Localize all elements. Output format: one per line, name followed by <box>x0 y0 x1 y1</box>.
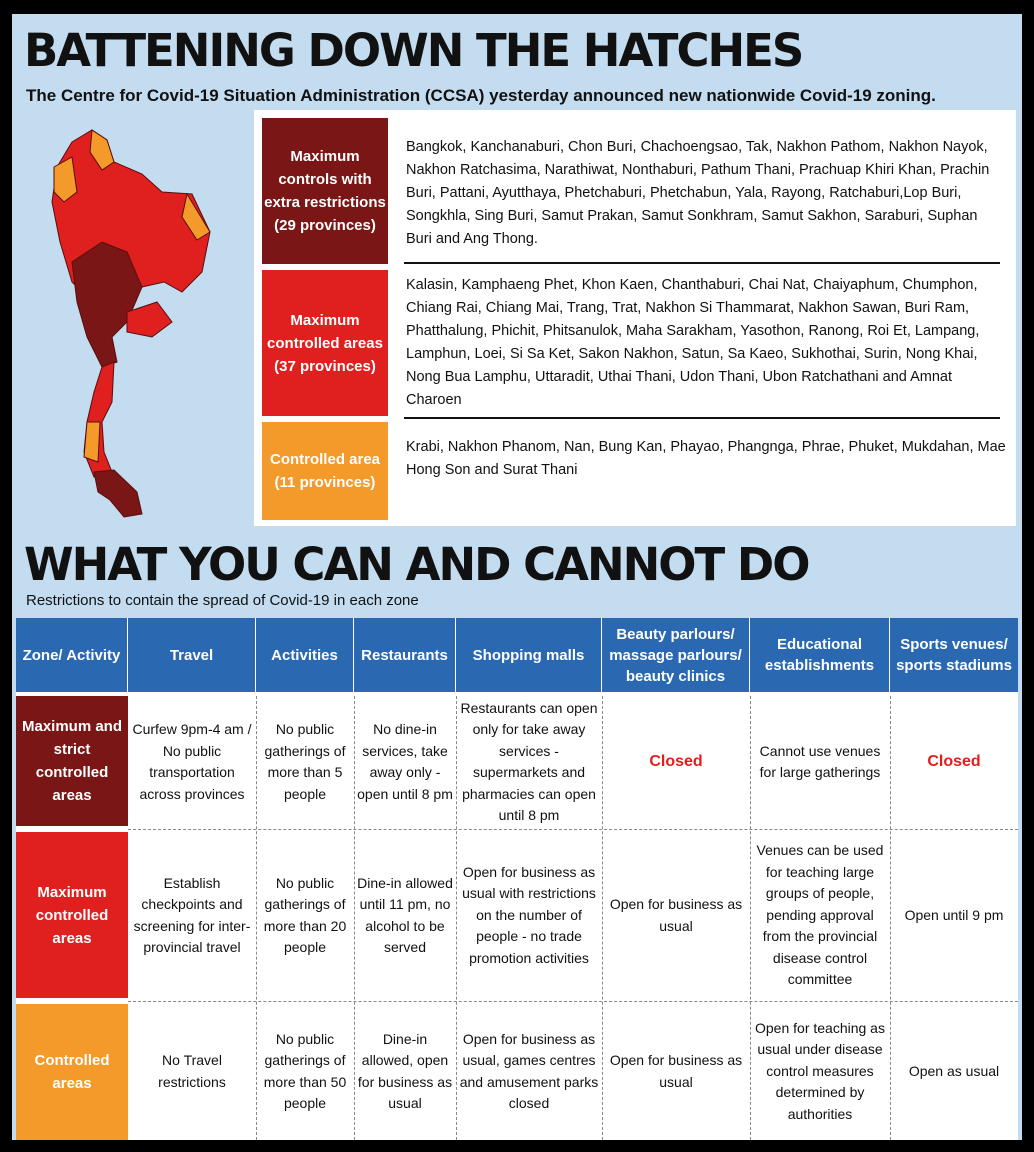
map-deep-south-darkred <box>94 470 142 517</box>
column-header-zone: Zone/ Activity <box>16 618 128 692</box>
row-divider <box>128 829 1018 830</box>
section-subtitle: Restrictions to contain the spread of Covid-19 in each zone <box>26 592 419 609</box>
page-subtitle: The Centre for Covid-19 Situation Administration (CCSA) yesterday announced new nationwide Covid-19 zoning. <box>26 86 936 105</box>
column-header-sports-venues: Sports venues/ sports stadiums <box>890 618 1018 692</box>
column-header-travel: Travel <box>128 618 256 692</box>
cell-strict-activities: No public gatherings of more than 5 people <box>264 721 346 802</box>
cell-controlled-restaurants: Dine-in allowed, open for business as usual <box>357 1030 453 1111</box>
column-header-beauty-parlours: Beauty parlours/ massage parlours/ beauty clinics <box>602 618 750 692</box>
cell-controlled-sports: Open as usual <box>908 1062 1000 1079</box>
page-title: BATTENING DOWN THE HATCHES <box>24 24 803 77</box>
cell-maximum-activities: No public gatherings of more than 20 people <box>263 874 347 955</box>
row-label-controlled: Controlled areas <box>16 1004 128 1140</box>
cell-strict-sports: Closed <box>927 753 981 771</box>
cell-maximum-beauty: Open for business as usual <box>609 896 743 934</box>
cell-strict-travel: Curfew 9pm-4 am / No public transportation across provinces <box>132 721 252 802</box>
cell-maximum-restaurants: Dine-in allowed until 11 pm, no alcohol to be served <box>357 874 453 955</box>
column-header-activities: Activities <box>256 618 354 692</box>
cell-controlled-shopping: Open for business as usual, games centres and amusement parks closed <box>459 1030 599 1111</box>
cell-controlled-educational: Open for teaching as usual under disease control measures determined by authorities <box>755 1019 885 1122</box>
cell-controlled-travel: No Travel restrictions <box>158 1052 226 1090</box>
cell-strict-educational: Cannot use venues for large gatherings <box>759 742 881 780</box>
zone-label-maximum-controlled: Maximum controlled areas (37 provinces) <box>262 270 388 416</box>
map-south-orange <box>84 422 100 462</box>
zone-divider <box>404 417 1000 419</box>
cell-maximum-shopping: Open for business as usual with restrictions on the number of people - no trade promotion activities <box>462 863 596 966</box>
zone-provinces-maximum-controlled: Kalasin, Kamphaeng Phet, Khon Kaen, Chanthaburi, Chai Nat, Chaiyaphum, Chumphon, Chiang Rai, Chiang Mai, Trang, Trat, Nakhon Si Thammarat, Nakhon Sawan, Buri Ram, Phatthalung, Phichit, Phitsanulok, Maha Sarakham, Yasothon, Ranong, Roi Et, Lampang, Lamphun, Loei, Si Sa Ket, Sakon Nakhon, Satun, Sa Kaeo, Sukhothai, Surin, Nong Khai, Nong Bua Lamphu, Uttaradit, Uthai Thani, Udon Thani, Ubon Ratchathani and Amnat Charoen <box>406 277 980 408</box>
zone-label-controlled: Controlled area (11 provinces) <box>262 422 388 520</box>
zone-provinces-controlled: Krabi, Nakhon Phanom, Nan, Bung Kan, Phayao, Phangnga, Phrae, Phuket, Mukdahan, Mae Hong Son and Surat Thani <box>406 439 1006 478</box>
zone-list-panel <box>254 110 1016 526</box>
cell-controlled-activities: No public gatherings of more than 50 people <box>263 1030 347 1111</box>
zone-provinces-extra-restrictions: Bangkok, Kanchanaburi, Chon Buri, Chachoengsao, Tak, Nakhon Pathom, Nakhon Nayok, Nakhon Ratchasima, Narathiwat, Nonthaburi, Pathum Thani, Prachuap Khiri Khan, Prachin Buri, Pattani, Ayutthaya, Phetchaburi, Phetchabun, Yala, Rayong, Ratchaburi,Lop Buri, Songkhla, Sing Buri, Samut Prakan, Samut Sonkhram, Samut Sakhon, Saraburi, Suphan Buri and Ang Thong. <box>406 139 990 247</box>
cell-strict-beauty: Closed <box>649 753 703 771</box>
cell-maximum-educational: Venues can be used for teaching large groups of people, pending approval from the provincial disease control committee <box>756 842 884 988</box>
column-header-shopping-malls: Shopping malls <box>456 618 602 692</box>
zone-label-extra-restrictions: Maximum controls with extra restrictions (29 provinces) <box>262 118 388 264</box>
cell-maximum-travel: Establish checkpoints and screening for inter-provincial travel <box>133 874 251 955</box>
row-divider <box>128 1001 1018 1002</box>
zone-divider <box>404 262 1000 264</box>
row-label-strict-controlled: Maximum and strict controlled areas <box>16 696 128 826</box>
map-south-red <box>84 362 114 477</box>
column-header-educational: Educational establishments <box>750 618 890 692</box>
infographic <box>12 14 1022 1140</box>
cell-strict-shopping: Restaurants can open only for take away services - supermarkets and pharmacies can open until 8 pm <box>460 699 598 823</box>
restrictions-table <box>16 618 1018 1140</box>
row-label-maximum-controlled: Maximum controlled areas <box>16 832 128 998</box>
cell-strict-restaurants: No dine-in services, take away only - open until 8 pm <box>357 721 453 802</box>
cell-controlled-beauty: Open for business as usual <box>609 1052 743 1090</box>
section-title: WHAT YOU CAN AND CANNOT DO <box>24 538 809 591</box>
thailand-zone-map <box>32 122 212 522</box>
cell-maximum-sports: Open until 9 pm <box>904 906 1004 923</box>
column-header-restaurants: Restaurants <box>354 618 456 692</box>
